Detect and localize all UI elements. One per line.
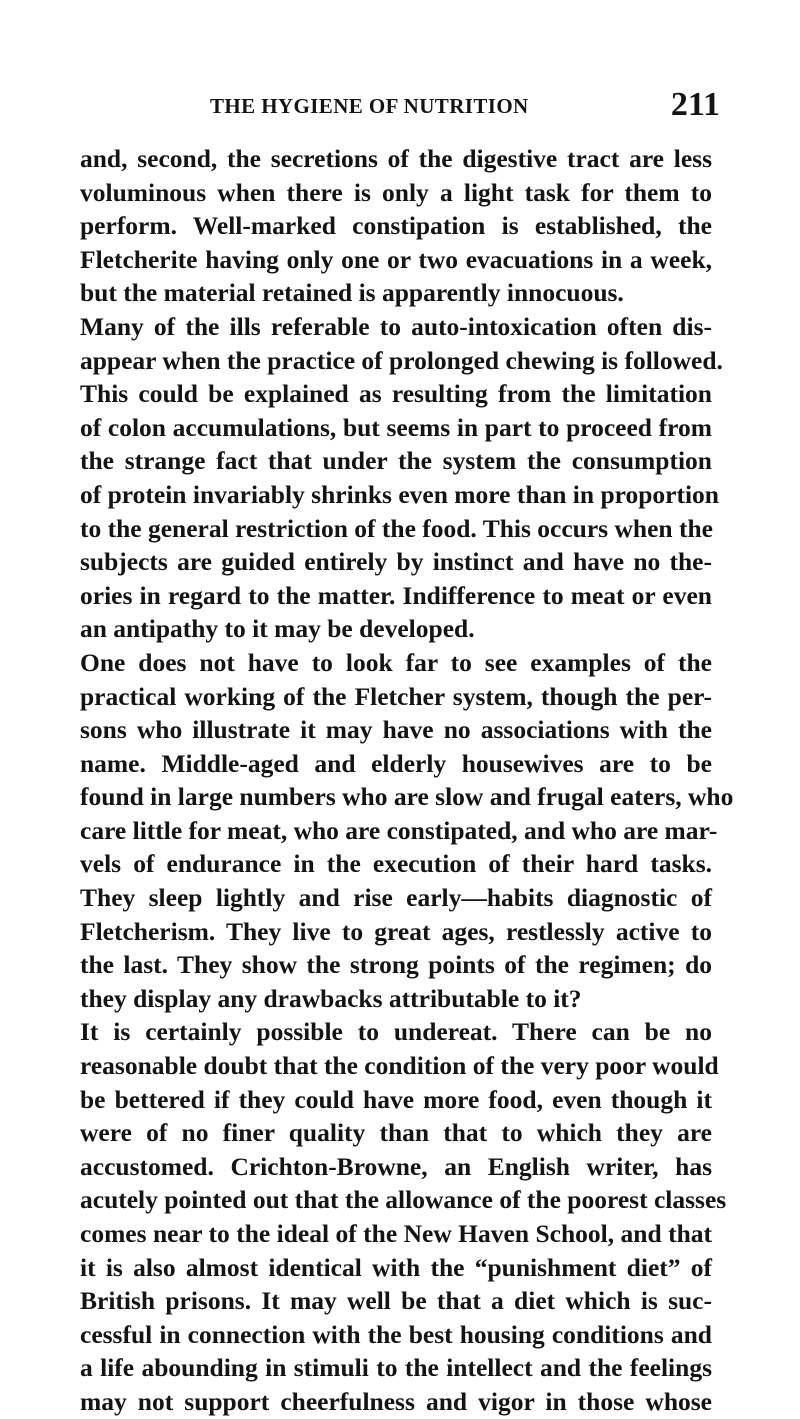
text-line: Fletcherite having only one or two evacuations in a week, — [80, 244, 712, 274]
text-line: subjects are guided entirely by instinct and have no the- — [80, 547, 712, 577]
text-line: ories in regard to the matter. Indifference to meat or even — [80, 580, 712, 610]
text-line: It is certainly possible to undereat. There can be no — [80, 1017, 712, 1047]
text-line: it is also almost identical with the “punishment diet” of — [80, 1252, 712, 1282]
text-line: appear when the practice of prolonged chewing is followed. — [80, 345, 723, 375]
text-line: reasonable doubt that the condition of the very poor would — [80, 1051, 719, 1081]
text-line: they display any drawbacks attributable to it? — [80, 983, 582, 1013]
text-line: name. Middle-aged and elderly housewives are to be — [80, 748, 712, 778]
text-line: This could be explained as resulting from the limitation — [80, 379, 712, 409]
text-line: were of no finer quality than that to which they are — [80, 1118, 712, 1148]
text-line: accustomed. Crichton-Browne, an English writer, has — [80, 1151, 712, 1181]
text-line: sons who illustrate it may have no associations with the — [80, 715, 712, 745]
text-line: voluminous when there is only a light task for them to — [80, 177, 712, 207]
text-line: British prisons. It may well be that a diet which is suc- — [80, 1286, 712, 1316]
text-line: cessful in connection with the best housing conditions and — [80, 1319, 712, 1349]
text-line: care little for meat, who are constipated, and who are mar- — [80, 815, 718, 845]
text-line: One does not have to look far to see examples of the — [80, 647, 712, 677]
text-line: a life abounding in stimuli to the intellect and the feelings — [80, 1353, 712, 1383]
page-header — [80, 86, 720, 126]
text-line: perform. Well-marked constipation is established, the — [80, 211, 712, 241]
text-line: comes near to the ideal of the New Haven School, and that — [80, 1219, 712, 1248]
text-line: to the general restriction of the food. This occurs when the — [80, 513, 713, 543]
text-line: of protein invariably shrinks even more than in proportion — [80, 479, 719, 509]
text-line: an antipathy to it may be developed. — [80, 614, 475, 644]
text-line: and, second, the secretions of the digestive tract are less — [80, 144, 712, 173]
text-line: Many of the ills referable to auto-intoxication often dis- — [80, 311, 712, 341]
page-number: 211 — [670, 86, 720, 123]
text-line: but the material retained is apparently innocuous. — [80, 278, 624, 308]
text-line: be bettered if they could have more food, even though it — [80, 1084, 712, 1114]
text-line: practical working of the Fletcher system, though the per- — [80, 681, 712, 711]
text-line: may not support cheerfulness and vigor in those whose — [80, 1386, 712, 1416]
text-line: Fletcherism. They live to great ages, restlessly active to — [80, 916, 712, 946]
text-line: vels of endurance in the execution of their hard tasks. — [80, 849, 712, 879]
running-head: THE HYGIENE OF NUTRITION — [210, 94, 529, 118]
text-line: the strange fact that under the system the consumption — [80, 446, 712, 476]
text-line: They sleep lightly and rise early—habits diagnostic of — [80, 883, 712, 913]
text-line: the last. They show the strong points of the regimen; do — [80, 950, 712, 980]
text-line: acutely pointed out that the allowance of the poorest classes — [80, 1185, 727, 1215]
text-line: of colon accumulations, but seems in part to proceed from — [80, 412, 712, 442]
text-line: found in large numbers who are slow and frugal eaters, who — [80, 782, 734, 812]
body-text — [80, 142, 734, 1419]
